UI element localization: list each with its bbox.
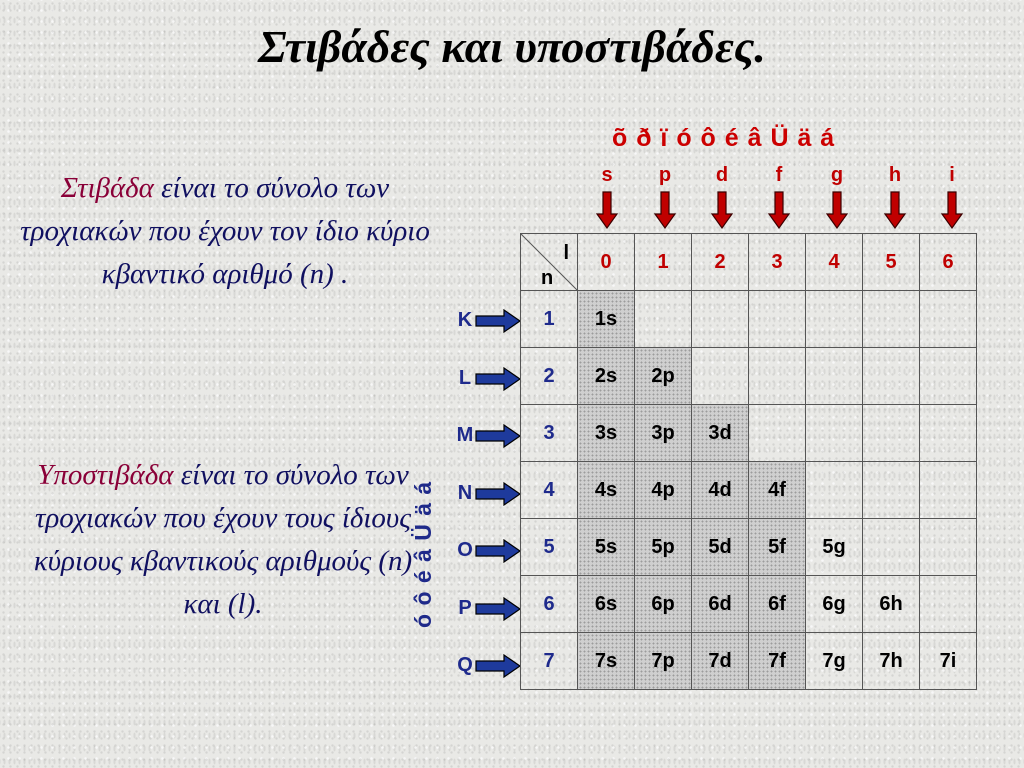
table-row [521,348,977,405]
shell-letter: K [457,309,473,331]
subshell-letter: f [775,164,783,186]
empty-cell [749,405,806,462]
empty-cell [749,291,806,348]
orbital-cell: 5d [692,519,749,576]
l-value-header: 3 [749,234,806,291]
empty-cell [806,348,863,405]
table-row [521,291,977,348]
down-arrow-icon [825,190,849,230]
shell-letter: P [458,596,472,619]
table-row [521,462,977,519]
subshell-letter: g [830,164,844,186]
empty-cell [920,348,977,405]
orbital-cell: 5p [635,519,692,576]
right-arrow-icon [474,597,522,621]
shell-definition-text: είναι το σύνολο των τροχιακών που έχουν τον ίδιο κύριο κβαντικό αριθμό (n) . [20,172,430,290]
empty-cell [806,462,863,519]
l-value-header: 5 [863,234,920,291]
orbital-cell: 4f [749,462,806,519]
subshell-letter: d [715,164,729,186]
orbital-cell: 6f [749,576,806,633]
right-arrow-icon [474,424,522,448]
subshell-definition-text: είναι το σύνολο των τροχιακών που έχουν τους ίδιους κύριους κβαντικούς αριθμούς (n) και (l). [33,459,413,620]
empty-cell [863,348,920,405]
orbital-cell: 3s [578,405,635,462]
shell-heading: ó ô é â Ü ä á [410,480,436,628]
down-arrow-icon [595,190,619,230]
right-arrow-icon [474,482,522,506]
empty-cell [920,462,977,519]
orbital-cell: 4d [692,462,749,519]
subshell-letter: s [601,164,613,186]
orbital-cell: 6d [692,576,749,633]
n-value-cell: 3 [521,405,578,462]
down-arrow-icon [940,190,964,230]
down-arrow-icon [653,190,677,230]
orbital-cell: 6p [635,576,692,633]
empty-cell [863,291,920,348]
orbital-cell: 7i [920,633,977,690]
orbital-cell: 5g [806,519,863,576]
n-value-cell: 7 [521,633,578,690]
empty-cell [863,519,920,576]
empty-cell [692,348,749,405]
right-arrow-icon [474,539,522,563]
orbital-cell: 3d [692,405,749,462]
shell-letter: Q [457,654,473,676]
orbital-cell: 7s [578,633,635,690]
table-header-row [521,234,977,291]
empty-cell [806,405,863,462]
orbital-cell: 2p [635,348,692,405]
shell-letter: L [458,366,472,389]
subshell-definition [18,454,428,626]
l-value-header: 6 [920,234,977,291]
subshell-letter: i [949,164,955,186]
shell-letter: N [457,481,473,504]
table-row [521,576,977,633]
orbital-cell: 7h [863,633,920,690]
n-value-cell: 6 [521,576,578,633]
subshell-letter: p [658,164,672,186]
orbital-table [520,233,977,690]
orbital-cell: 7g [806,633,863,690]
shell-letter: M [456,424,474,446]
subshell-letter: h [888,164,902,186]
right-arrow-icon [474,367,522,391]
orbital-cell: 7d [692,633,749,690]
n-value-cell: 5 [521,519,578,576]
down-arrow-icon [710,190,734,230]
empty-cell [635,291,692,348]
down-arrow-icon [767,190,791,230]
shell-definition [20,167,430,296]
n-value-cell: 1 [521,291,578,348]
table-row [521,519,977,576]
corner-l-label: l [563,242,569,264]
orbital-cell: 5s [578,519,635,576]
orbital-cell: 7p [635,633,692,690]
orbital-cell: 7f [749,633,806,690]
empty-cell [920,405,977,462]
right-arrow-icon [474,309,522,333]
l-value-header: 1 [635,234,692,291]
empty-cell [920,291,977,348]
corner-cell [521,234,578,291]
n-value-cell: 4 [521,462,578,519]
orbital-cell: 6g [806,576,863,633]
table-row [521,633,977,690]
l-value-header: 0 [578,234,635,291]
orbital-cell: 4s [578,462,635,519]
empty-cell [749,348,806,405]
empty-cell [920,576,977,633]
shell-term: Στιβάδα [60,172,154,204]
right-arrow-icon [474,654,522,678]
empty-cell [806,291,863,348]
n-value-cell: 2 [521,348,578,405]
empty-cell [920,519,977,576]
page-title: Στιβάδες και υποστιβάδες. [258,21,766,72]
orbital-cell: 3p [635,405,692,462]
subshell-term: Υποστιβάδα [37,459,174,491]
down-arrow-icon [883,190,907,230]
table-row [521,405,977,462]
orbital-cell: 6s [578,576,635,633]
corner-n-label: n [541,267,554,289]
l-value-header: 4 [806,234,863,291]
shell-letter: O [457,539,473,561]
empty-cell [692,291,749,348]
orbital-cell: 6h [863,576,920,633]
empty-cell [863,405,920,462]
orbital-cell: 4p [635,462,692,519]
empty-cell [863,462,920,519]
orbital-cell: 5f [749,519,806,576]
subshell-heading: õ ð ï ó ô é â Ü ä á [612,124,836,152]
orbital-cell: 2s [578,348,635,405]
orbital-cell: 1s [578,291,635,348]
l-value-header: 2 [692,234,749,291]
